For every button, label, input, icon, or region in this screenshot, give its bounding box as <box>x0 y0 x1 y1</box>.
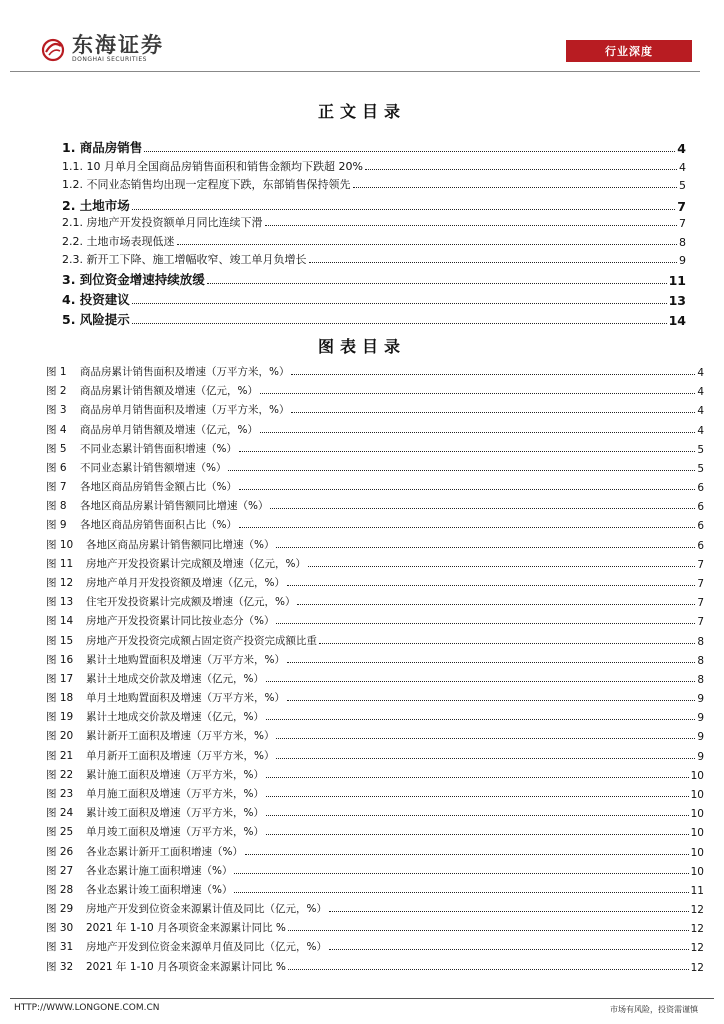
figure-number: 图 26 <box>46 846 74 858</box>
figure-page: 7 <box>697 616 704 628</box>
figure-label: 各地区商品房累计销售额同比增速（%） <box>86 539 275 551</box>
toc-entry-page: 14 <box>668 313 686 328</box>
dot-leader <box>245 853 689 855</box>
dot-leader <box>266 795 689 797</box>
company-logo <box>40 34 164 64</box>
figure-label: 累计竣工面积及增速（万平方米，%） <box>86 807 264 819</box>
figure-number: 图 23 <box>46 788 74 800</box>
toc-entry-page: 8 <box>679 236 686 249</box>
dot-leader <box>239 488 695 490</box>
figure-number: 图 28 <box>46 884 74 896</box>
dot-leader <box>266 833 689 835</box>
figure-entry[interactable] <box>46 652 704 667</box>
figure-number: 图 30 <box>46 922 74 934</box>
page-header <box>0 0 724 80</box>
toc-entry-page: 11 <box>668 273 686 288</box>
figure-number: 图 18 <box>46 692 74 704</box>
dot-leader <box>297 603 695 605</box>
figure-entry[interactable] <box>46 844 704 859</box>
figure-page: 4 <box>697 367 704 379</box>
toc-entry-page: 7 <box>677 199 686 214</box>
figure-number: 图 9 <box>46 519 67 531</box>
toc-title: 正文目录 <box>317 102 406 121</box>
figure-entry[interactable] <box>46 422 704 437</box>
figure-number: 图 25 <box>46 826 74 838</box>
figure-label: 房地产开发投资完成额占固定资产投资完成额比重 <box>86 635 317 647</box>
toc-entry[interactable] <box>62 290 686 308</box>
dot-leader <box>132 322 667 324</box>
toc-entry-label: 1. 商品房销售 <box>62 140 143 155</box>
figure-label: 不同业态累计销售面积增速（%） <box>80 443 237 455</box>
figure-label: 住宅开发投资累计完成额及增速（亿元，%） <box>86 596 296 608</box>
toc-entry[interactable] <box>62 176 686 192</box>
toc-entry-label: 2.3. 新开工下降、施工增幅收窄、竣工单月负增长 <box>62 253 307 266</box>
dot-leader <box>228 469 695 471</box>
figure-entry[interactable] <box>46 671 704 686</box>
figure-page: 7 <box>697 559 704 571</box>
figure-label: 房地产开发到位资金来源单月值及同比（亿元，%） <box>86 941 327 953</box>
dot-leader <box>207 282 667 284</box>
toc-entry[interactable] <box>62 196 686 214</box>
figure-number: 图 5 <box>46 443 67 455</box>
figure-number: 图 31 <box>46 941 74 953</box>
toc-entry[interactable] <box>62 214 686 230</box>
figure-number: 图 29 <box>46 903 74 915</box>
donghai-logo-icon <box>40 36 66 62</box>
toc-entry-label: 4. 投资建议 <box>62 292 130 307</box>
figure-page: 4 <box>697 425 704 437</box>
figure-page: 12 <box>690 942 704 954</box>
dot-leader <box>276 737 695 739</box>
dot-leader <box>260 431 695 433</box>
toc-entry-page: 9 <box>679 254 686 267</box>
figure-entry[interactable] <box>46 824 704 839</box>
figure-number: 图 21 <box>46 750 74 762</box>
figure-page: 5 <box>697 463 704 475</box>
footer-disclaimer: 市场有风险，投资需谨慎 <box>610 1005 698 1014</box>
dot-leader <box>276 757 695 759</box>
figure-label: 累计新开工面积及增速（万平方米，%） <box>86 730 275 742</box>
figure-entry[interactable] <box>46 479 704 494</box>
figure-number: 图 14 <box>46 615 74 627</box>
figure-page: 8 <box>697 655 704 667</box>
figure-entry[interactable] <box>46 633 704 648</box>
dot-leader <box>265 224 678 226</box>
company-name-cn: 东海证券 <box>72 32 164 57</box>
dot-leader <box>239 526 695 528</box>
figures-title: 图表目录 <box>317 337 406 356</box>
dot-leader <box>309 261 678 263</box>
dot-leader <box>270 507 695 509</box>
toc-entry[interactable] <box>62 310 686 328</box>
figure-label: 不同业态累计销售额增速（%） <box>80 462 227 474</box>
figure-page: 10 <box>690 847 704 859</box>
figure-label: 各地区商品房销售面积占比（%） <box>80 519 237 531</box>
figure-label: 房地产单月开发投资额及增速（亿元，%） <box>86 577 285 589</box>
figure-number: 图 24 <box>46 807 74 819</box>
toc-entry-label: 3. 到位资金增速持续放缓 <box>62 272 205 287</box>
figure-page: 6 <box>697 520 704 532</box>
dot-leader <box>276 622 695 624</box>
figure-entry[interactable] <box>46 613 704 628</box>
figure-page: 5 <box>697 444 704 456</box>
figure-number: 图 8 <box>46 500 67 512</box>
dot-leader <box>287 584 695 586</box>
figure-entry[interactable] <box>46 556 704 571</box>
toc-entry[interactable] <box>62 158 686 174</box>
figure-label: 累计土地成交价款及增速（亿元，%） <box>86 711 264 723</box>
toc-entry-page: 13 <box>668 293 686 308</box>
figure-label: 商品房单月销售额及增速（亿元，%） <box>80 424 258 436</box>
figure-page: 6 <box>697 540 704 552</box>
figure-number: 图 12 <box>46 577 74 589</box>
figure-entry[interactable] <box>46 441 704 456</box>
figure-label: 单月新开工面积及增速（万平方米，%） <box>86 750 275 762</box>
figure-number: 图 27 <box>46 865 74 877</box>
figure-page: 10 <box>690 789 704 801</box>
dot-leader <box>329 910 689 912</box>
toc-entry-page: 4 <box>677 141 686 156</box>
dot-leader <box>365 168 677 170</box>
figure-entry[interactable] <box>46 383 704 398</box>
dot-leader <box>239 450 695 452</box>
dot-leader <box>276 546 695 548</box>
toc-entry-label: 1.2. 不同业态销售均出现一定程度下跌，东部销售保持领先 <box>62 178 351 191</box>
figure-entry[interactable] <box>46 690 704 705</box>
figure-number: 图 10 <box>46 539 74 551</box>
figure-label: 2021 年 1-10 月各项资金来源累计同比 % <box>86 922 286 934</box>
dot-leader <box>287 699 695 701</box>
figure-page: 10 <box>690 866 704 878</box>
figure-entry[interactable] <box>46 709 704 724</box>
figure-entry[interactable] <box>46 575 704 590</box>
figure-page: 6 <box>697 501 704 513</box>
toc-entry-label: 2. 土地市场 <box>62 198 130 213</box>
figure-number: 图 7 <box>46 481 67 493</box>
toc-entry[interactable] <box>62 251 686 267</box>
toc-entry[interactable] <box>62 233 686 249</box>
dot-leader <box>308 565 695 567</box>
dot-leader <box>329 948 689 950</box>
figure-page: 8 <box>697 636 704 648</box>
figure-page: 9 <box>697 693 704 705</box>
dot-leader <box>266 776 689 778</box>
figure-label: 累计土地购置面积及增速（万平方米，%） <box>86 654 285 666</box>
figure-page: 11 <box>690 885 704 897</box>
figure-number: 图 2 <box>46 385 67 397</box>
figure-entry[interactable] <box>46 863 704 878</box>
dot-leader <box>291 373 695 375</box>
figure-page: 4 <box>697 405 704 417</box>
dot-leader <box>288 968 689 970</box>
dot-leader <box>287 661 695 663</box>
dot-leader <box>353 186 678 188</box>
toc-entry-label: 5. 风险提示 <box>62 312 130 327</box>
figure-number: 图 16 <box>46 654 74 666</box>
dot-leader <box>260 392 695 394</box>
figure-number: 图 4 <box>46 424 67 436</box>
dot-leader <box>266 718 695 720</box>
dot-leader <box>234 872 688 874</box>
dot-leader <box>266 680 695 682</box>
figure-label: 累计施工面积及增速（万平方米，%） <box>86 769 264 781</box>
figure-label: 单月施工面积及增速（万平方米，%） <box>86 788 264 800</box>
figure-label: 各业态累计新开工面积增速（%） <box>86 846 243 858</box>
figure-page: 10 <box>690 827 704 839</box>
figure-number: 图 11 <box>46 558 74 570</box>
dot-leader <box>291 411 695 413</box>
toc-entry-label: 2.1. 房地产开发投资额单月同比连续下滑 <box>62 216 263 229</box>
dot-leader <box>319 642 695 644</box>
dot-leader <box>266 814 689 816</box>
figure-label: 商品房累计销售额及增速（亿元，%） <box>80 385 258 397</box>
figure-page: 12 <box>690 923 704 935</box>
figure-page: 9 <box>697 731 704 743</box>
figure-number: 图 3 <box>46 404 67 416</box>
figure-number: 图 22 <box>46 769 74 781</box>
figure-label: 各地区商品房累计销售额同比增速（%） <box>80 500 269 512</box>
figure-entry[interactable] <box>46 882 704 897</box>
toc-entry[interactable] <box>62 270 686 288</box>
toc-entry-label: 1.1. 10 月单月全国商品房销售面积和销售金额均下跌超 20% <box>62 160 363 173</box>
figure-label: 商品房累计销售面积及增速（万平方米，%） <box>80 366 290 378</box>
dot-leader <box>234 891 688 893</box>
dot-leader <box>144 150 675 152</box>
report-type-badge: 行业深度 <box>566 40 692 62</box>
toc-entry[interactable] <box>62 138 686 156</box>
figure-number: 图 32 <box>46 961 74 973</box>
dot-leader <box>132 302 667 304</box>
figure-page: 9 <box>697 751 704 763</box>
figure-entry[interactable] <box>46 939 704 954</box>
figure-page: 6 <box>697 482 704 494</box>
figure-number: 图 15 <box>46 635 74 647</box>
figure-entry[interactable] <box>46 460 704 475</box>
toc-entry-page: 5 <box>679 179 686 192</box>
toc-entry-page: 7 <box>679 217 686 230</box>
dot-leader <box>177 243 678 245</box>
figure-entry[interactable] <box>46 498 704 513</box>
figure-entry[interactable] <box>46 402 704 417</box>
figure-page: 7 <box>697 597 704 609</box>
dot-leader <box>132 208 675 210</box>
figure-entry[interactable] <box>46 767 704 782</box>
figure-page: 9 <box>697 712 704 724</box>
figure-page: 10 <box>690 808 704 820</box>
figure-page: 7 <box>697 578 704 590</box>
figure-entry[interactable] <box>46 748 704 763</box>
figure-page: 12 <box>690 904 704 916</box>
footer-url[interactable]: HTTP://WWW.LONGONE.COM.CN <box>14 1003 160 1013</box>
figure-entry[interactable] <box>46 920 704 935</box>
figure-number: 图 6 <box>46 462 67 474</box>
figure-page: 10 <box>690 770 704 782</box>
figure-entry[interactable] <box>46 805 704 820</box>
dot-leader <box>288 929 689 931</box>
figure-entry[interactable] <box>46 786 704 801</box>
figure-entry[interactable] <box>46 364 704 379</box>
header-divider <box>10 71 700 72</box>
figure-number: 图 17 <box>46 673 74 685</box>
figure-label: 房地产开发投资累计完成额及增速（亿元，%） <box>86 558 306 570</box>
figure-label: 单月竣工面积及增速（万平方米，%） <box>86 826 264 838</box>
figure-label: 房地产开发到位资金来源累计值及同比（亿元，%） <box>86 903 327 915</box>
figure-label: 2021 年 1-10 月各项资金来源累计同比 % <box>86 961 286 973</box>
figure-label: 房地产开发投资累计同比按业态分（%） <box>86 615 275 627</box>
figure-page: 8 <box>697 674 704 686</box>
figure-number: 图 20 <box>46 730 74 742</box>
footer-divider <box>10 998 714 999</box>
figure-entry[interactable] <box>46 901 704 916</box>
toc-entry-page: 4 <box>679 161 686 174</box>
figure-label: 各地区商品房销售金额占比（%） <box>80 481 237 493</box>
figure-label: 商品房单月销售面积及增速（万平方米，%） <box>80 404 290 416</box>
figure-entry[interactable] <box>46 517 704 532</box>
figure-number: 图 19 <box>46 711 74 723</box>
figure-entry[interactable] <box>46 959 704 974</box>
figure-entry[interactable] <box>46 594 704 609</box>
figure-label: 各业态累计竣工面积增速（%） <box>86 884 233 896</box>
figure-page: 12 <box>690 962 704 974</box>
figure-entry[interactable] <box>46 728 704 743</box>
toc-entry-label: 2.2. 土地市场表现低迷 <box>62 235 175 248</box>
company-name-en: DONGHAI SECURITIES <box>72 56 147 63</box>
figure-label: 单月土地购置面积及增速（万平方米，%） <box>86 692 285 704</box>
figure-entry[interactable] <box>46 537 704 552</box>
figure-number: 图 1 <box>46 366 67 378</box>
figure-page: 4 <box>697 386 704 398</box>
figure-label: 各业态累计施工面积增速（%） <box>86 865 233 877</box>
figure-number: 图 13 <box>46 596 74 608</box>
figure-label: 累计土地成交价款及增速（亿元，%） <box>86 673 264 685</box>
